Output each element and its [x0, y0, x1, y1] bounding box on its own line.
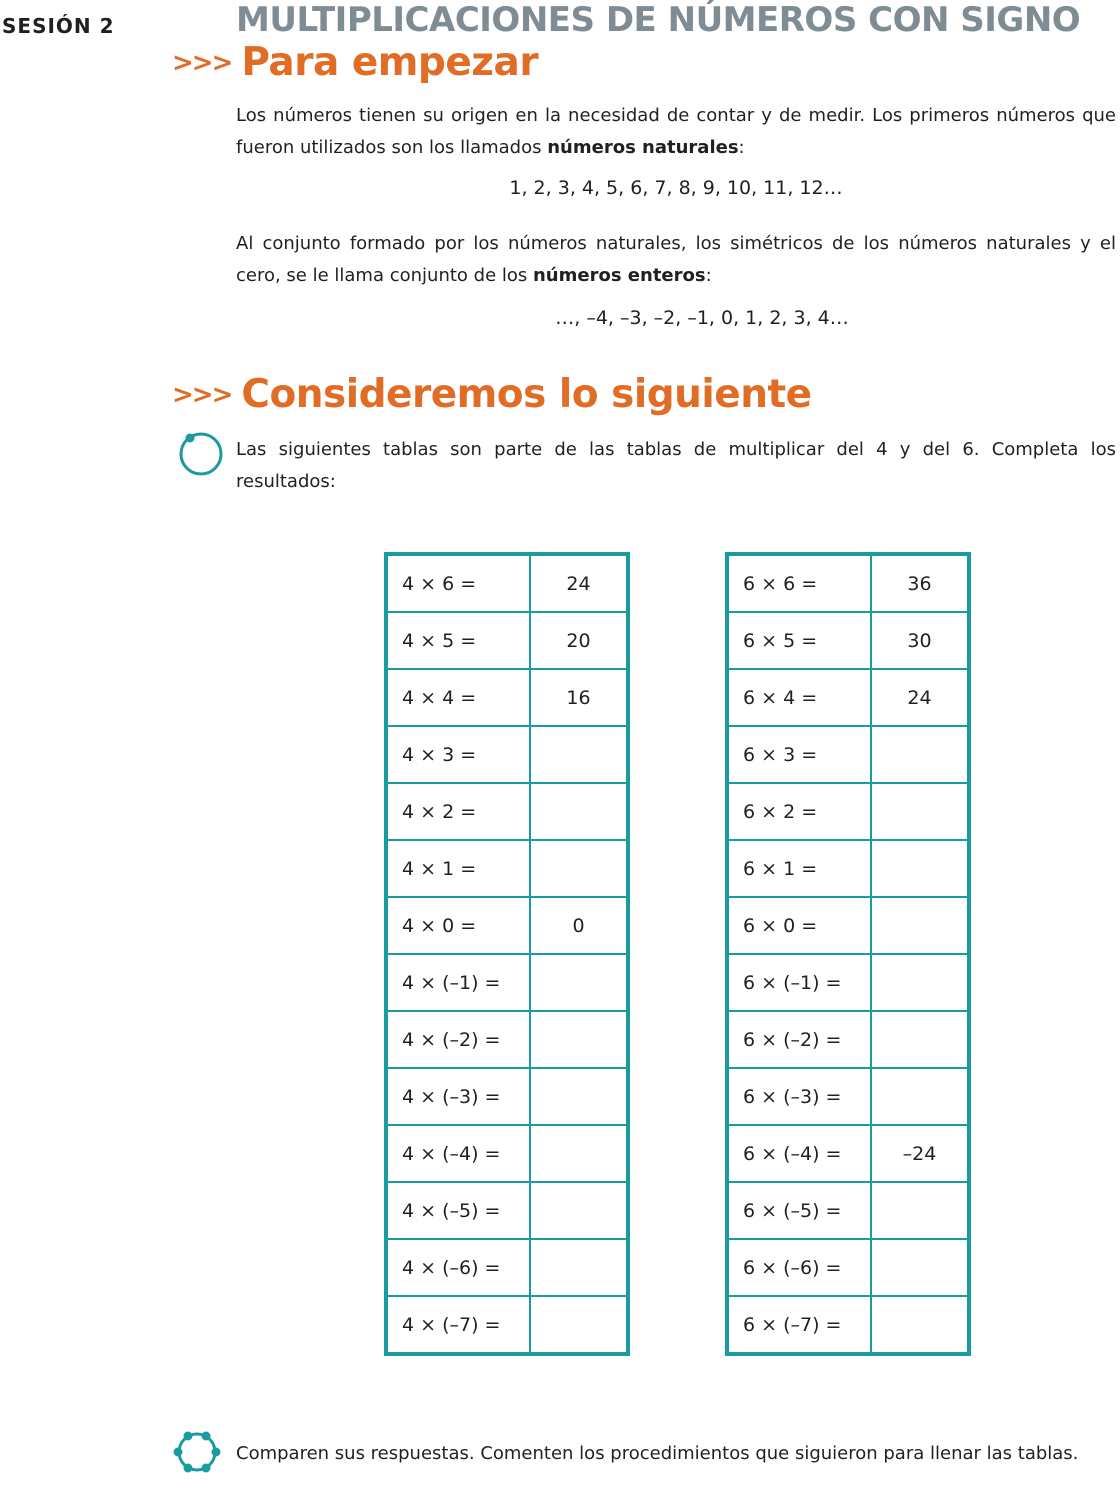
multiplication-expression: 4 × 0 = — [386, 897, 530, 954]
multiplication-expression: 6 × (–2) = — [727, 1011, 871, 1068]
result-cell[interactable]: –24 — [871, 1125, 969, 1182]
table-row — [386, 954, 628, 1011]
table-row — [727, 1182, 969, 1239]
table-row — [727, 897, 969, 954]
multiplication-table-6 — [725, 552, 971, 1356]
multiplication-expression: 6 × (–3) = — [727, 1068, 871, 1125]
team-work-icon — [170, 1428, 224, 1480]
table-row — [727, 1011, 969, 1068]
result-cell[interactable] — [871, 1182, 969, 1239]
section-para-empezar — [172, 40, 538, 85]
multiplication-expression: 6 × 2 = — [727, 783, 871, 840]
result-cell[interactable] — [871, 1239, 969, 1296]
table-row — [386, 1182, 628, 1239]
multiplication-expression: 6 × 0 = — [727, 897, 871, 954]
multiplication-expression: 4 × (–7) = — [386, 1296, 530, 1354]
section-arrows-icon: >>> — [172, 379, 232, 410]
table-row — [386, 1296, 628, 1354]
table-row — [727, 669, 969, 726]
table-row — [727, 612, 969, 669]
result-cell[interactable] — [871, 726, 969, 783]
result-cell[interactable] — [871, 1296, 969, 1354]
section-consideremos — [172, 372, 812, 417]
multiplication-expression: 6 × (–1) = — [727, 954, 871, 1011]
multiplication-expression: 4 × 4 = — [386, 669, 530, 726]
integers-sequence: …, –4, –3, –2, –1, 0, 1, 2, 3, 4… — [555, 307, 849, 329]
intro-paragraph: Los números tienen su origen en la necesidad de contar y de medir. Los primeros números que fueron utilizados son los llamados números naturales: — [236, 105, 1116, 158]
result-cell[interactable] — [530, 1239, 628, 1296]
table-row — [386, 783, 628, 840]
table-row — [386, 612, 628, 669]
result-cell[interactable]: 16 — [530, 669, 628, 726]
multiplication-expression: 4 × 5 = — [386, 612, 530, 669]
multiplication-expression: 4 × (–6) = — [386, 1239, 530, 1296]
table-row — [727, 1296, 969, 1354]
table-row — [386, 1239, 628, 1296]
section-heading: Para empezar — [241, 40, 539, 85]
instruction-paragraph: Las siguientes tablas son parte de las tablas de multiplicar del 4 y del 6. Completa los resultados: — [236, 439, 1116, 492]
result-cell[interactable] — [530, 1125, 628, 1182]
integers-paragraph: Al conjunto formado por los números naturales, los simétricos de los números naturales y el cero, se le llama conjunto de los números enteros: — [236, 233, 1116, 286]
table-row — [386, 1125, 628, 1182]
multiplication-expression: 6 × (–5) = — [727, 1182, 871, 1239]
table-row — [386, 840, 628, 897]
result-cell[interactable] — [871, 783, 969, 840]
multiplication-expression: 4 × 3 = — [386, 726, 530, 783]
result-cell[interactable]: 36 — [871, 554, 969, 612]
multiplication-expression: 4 × (–4) = — [386, 1125, 530, 1182]
table-row — [727, 726, 969, 783]
result-cell[interactable] — [530, 1068, 628, 1125]
table-row — [727, 1125, 969, 1182]
result-cell[interactable] — [871, 954, 969, 1011]
table-row — [386, 1011, 628, 1068]
result-cell[interactable]: 20 — [530, 612, 628, 669]
result-cell[interactable] — [871, 1011, 969, 1068]
session-label: SESIÓN 2 — [2, 14, 115, 38]
result-cell[interactable] — [530, 1011, 628, 1068]
multiplication-expression: 6 × (–6) = — [727, 1239, 871, 1296]
multiplication-expression: 4 × (–3) = — [386, 1068, 530, 1125]
result-cell[interactable]: 24 — [530, 554, 628, 612]
multiplication-expression: 6 × 3 = — [727, 726, 871, 783]
result-cell[interactable] — [871, 840, 969, 897]
result-cell[interactable] — [530, 954, 628, 1011]
result-cell[interactable] — [530, 1296, 628, 1354]
table-row — [386, 554, 628, 612]
multiplication-expression: 4 × (–5) = — [386, 1182, 530, 1239]
result-cell[interactable]: 0 — [530, 897, 628, 954]
table-row — [727, 554, 969, 612]
result-cell[interactable] — [871, 897, 969, 954]
table-row — [727, 954, 969, 1011]
table-row — [386, 1068, 628, 1125]
section-arrows-icon: >>> — [172, 47, 232, 78]
table-row — [727, 1239, 969, 1296]
page-title: MULTIPLICACIONES DE NÚMEROS CON SIGNO — [236, 0, 1081, 40]
individual-work-icon — [176, 428, 228, 480]
table-row — [386, 669, 628, 726]
result-cell[interactable] — [871, 1068, 969, 1125]
result-cell[interactable] — [530, 1182, 628, 1239]
result-cell[interactable]: 30 — [871, 612, 969, 669]
result-cell[interactable]: 24 — [871, 669, 969, 726]
multiplication-expression: 4 × 6 = — [386, 554, 530, 612]
multiplication-table-4 — [384, 552, 630, 1356]
multiplication-expression: 6 × 5 = — [727, 612, 871, 669]
multiplication-expression: 6 × (–4) = — [727, 1125, 871, 1182]
table-row — [727, 840, 969, 897]
natural-numbers-sequence: 1, 2, 3, 4, 5, 6, 7, 8, 9, 10, 11, 12… — [509, 177, 843, 199]
result-cell[interactable] — [530, 840, 628, 897]
table-row — [727, 783, 969, 840]
table-row — [727, 1068, 969, 1125]
multiplication-expression: 6 × 6 = — [727, 554, 871, 612]
multiplication-expression: 4 × (–2) = — [386, 1011, 530, 1068]
table-row — [386, 726, 628, 783]
multiplication-expression: 6 × (–7) = — [727, 1296, 871, 1354]
result-cell[interactable] — [530, 726, 628, 783]
table-row — [386, 897, 628, 954]
result-cell[interactable] — [530, 783, 628, 840]
section-heading: Consideremos lo siguiente — [241, 372, 812, 417]
multiplication-expression: 4 × 1 = — [386, 840, 530, 897]
multiplication-expression: 6 × 1 = — [727, 840, 871, 897]
multiplication-expression: 6 × 4 = — [727, 669, 871, 726]
team-instruction-paragraph: Comparen sus respuestas. Comenten los procedimientos que siguieron para llenar las tablas. — [236, 1443, 1079, 1464]
multiplication-expression: 4 × (–1) = — [386, 954, 530, 1011]
multiplication-expression: 4 × 2 = — [386, 783, 530, 840]
